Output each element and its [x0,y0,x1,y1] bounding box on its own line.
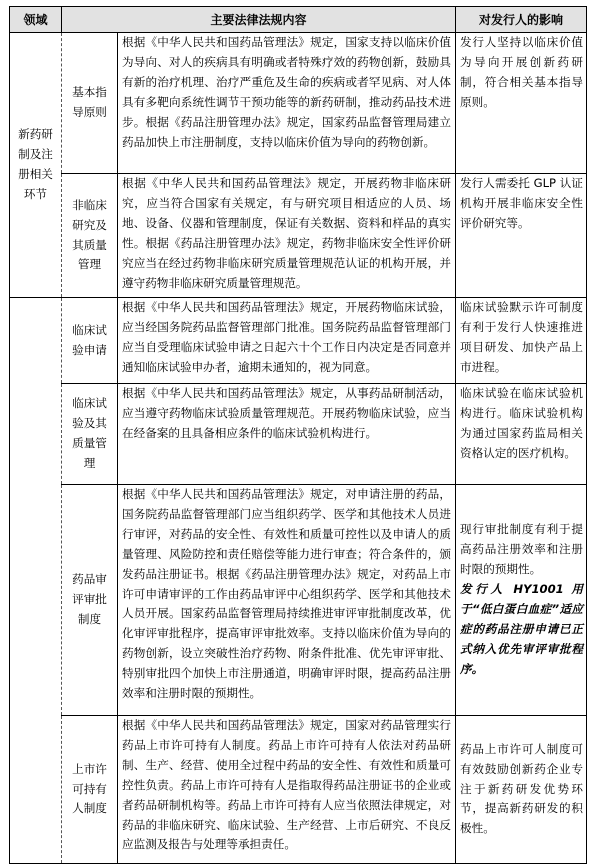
table-row [10,716,587,864]
sub-topic-cell: 临床试验申请 [62,298,118,384]
impact-highlight-note: 发行人 HY1001 用于“低白蛋白血症”适应症的药品注册申请已正式纳入优先审评审批程序。 [460,582,584,676]
regulation-table [9,6,587,864]
impact-text: 发行人坚持以临床价值为导向开展创新药研制，符合相关基本指导原则。 [460,35,584,109]
impact-cell [456,384,587,485]
domain-cell: 新药研制及注册相关环节 [10,33,62,298]
table-row [10,298,587,384]
regulation-table-page [9,6,586,864]
header-domain: 领域 [10,7,62,33]
regulation-content-cell: 根据《中华人民共和国药品管理法》规定，从事药品研制活动，应当遵守药物临床试验质量管理规范。开展药物临床试验，应当在经备案的且具备相应条件的临床试验机构进行。 [118,384,456,485]
impact-cell [456,485,587,716]
impact-cell [456,716,587,864]
sub-topic-cell: 基本指导原则 [62,33,118,174]
impact-cell [456,174,587,298]
regulation-content-cell: 根据《中华人民共和国药品管理法》规定，国家支持以临床价值为导向、对人的疾病具有明确或者特殊疗效的药物创新，鼓励具有新的治疗机理、治疗严重危及生命的疾病或者罕见病、对人体具有多靶向系统性调节干预功能等的新药研制，推动药品技术进步。根据《药品注册管理办法》规定，国家药品监督管理局建立药品加快上市注册制度，支持以临床价值为导向的药物创新。 [118,33,456,174]
domain-cell [10,298,62,864]
table-row [10,33,587,174]
header-content: 主要法律法规内容 [62,7,456,33]
impact-text: 现行审批制度有利于提高药品注册效率和注册时限的预期性。 [460,522,584,577]
impact-text: 临床试验默示许可制度有利于发行人快速推进项目研发、加快产品上市进程。 [460,300,584,374]
sub-topic-cell: 非临床研究及其质量管理 [62,174,118,298]
regulation-content-cell: 根据《中华人民共和国药品管理法》规定，开展药物临床试验，应当经国务院药品监督管理部门批准。国务院药品监督管理部门应当自受理临床试验申请之日起六十个工作日内决定是否同意并通知临床试验申办者，逾期未通知的，视为同意。 [118,298,456,384]
table-row [10,174,587,298]
table-row [10,384,587,485]
table-header-row [10,7,587,33]
impact-cell [456,298,587,384]
sub-topic-cell: 上市许可持有人制度 [62,716,118,864]
regulation-content-cell: 根据《中华人民共和国药品管理法》规定，开展药物非临床研究，应当符合国家有关规定，有与研究项目相适应的人员、场地、设备、仪器和管理制度，保证有关数据、资料和样品的真实性。根据《药品注册管理办法》规定，药物非临床安全性评价研究应当在经过药物非临床研究质量管理规范认证的机构开展，并遵守药物非临床研究质量管理规范。 [118,174,456,298]
impact-text: 临床试验在临床试验机构进行。临床试验机构为通过国家药监局相关资格认定的医疗机构。 [460,386,584,460]
table-row [10,485,587,716]
impact-text: 药品上市许可人制度可有效鼓励创新药企业专注于新药研发优势环节，提高新药研发的积极性。 [460,741,584,836]
sub-topic-cell: 临床试验及其质量管理 [62,384,118,485]
impact-text: 发行人需委托 GLP 认证机构开展非临床安全性评价研究等。 [460,176,584,230]
regulation-content-cell: 根据《中华人民共和国药品管理法》规定，国家对药品管理实行药品上市许可持有人制度。药品上市许可持有人依法对药品研制、生产、经营、使用全过程中药品的安全性、有效性和质量可控性负责。药品上市许可持有人是指取得药品注册证书的企业或者药品研制机构等。药品上市许可持有人应当依照法律规定，对药品的非临床研究、临床试验、生产经营、上市后研究、不良反应监测及报告与处理等承担责任。 [118,716,456,864]
header-impact: 对发行人的影响 [456,7,587,33]
regulation-content-cell: 根据《中华人民共和国药品管理法》规定，对申请注册的药品，国务院药品监督管理部门应当组织药学、医学和其他技术人员进行审评，对药品的安全性、有效性和质量可控性以及申请人的质量管理、风险防控和责任赔偿等能力进行审查；符合条件的，颁发药品注册证书。根据《药品注册管理办法》规定，对药品上市许可申请审评的工作由药品审评中心组织药学、医学和其他技术人员开展。国家药品监督管理局持续推进审评审批制度改革，优化审评审批程序，提高审评审批效率。支持以临床价值为导向的药物创新，设立突破性治疗药物、附条件批准、优先审评审批、特别审批四个加快上市注册通道，明确审评时限，提高药品注册效率和注册时限的预期性。 [118,485,456,716]
sub-topic-cell: 药品审评审批制度 [62,485,118,716]
impact-cell [456,33,587,174]
